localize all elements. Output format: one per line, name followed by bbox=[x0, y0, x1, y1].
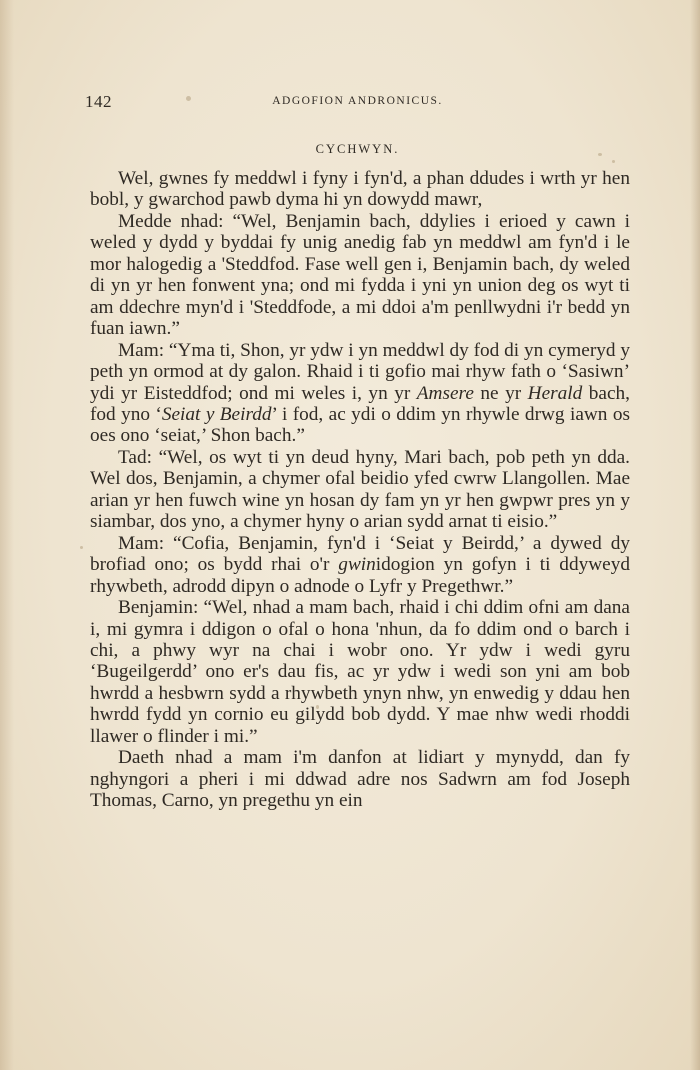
paragraph: Benjamin: “Wel, nhad a mam bach, rhaid i chi ddim ofni am dana i, mi gymra i ddigon o ofal o hona 'nhun, da fo ddim ond o barch i chi, a phwy wyr na chai i wobr ono. Yr ydw i wedi gyru ‘Bugeilgerdd’ ono er's dau fis, ac yr ydw i wedi son yni am bob hwrdd a hesbwrn sydd a rhywbeth ynyn nhw, yn enwedig y ddau hen hwrdd fydd yn cornio eu gilydd bob dydd. Y mae nhw wedi rhoddi llawer o flinder i mi.” bbox=[90, 597, 630, 747]
paper-speck bbox=[612, 160, 615, 163]
italic-text: Seiat y Beirdd bbox=[161, 403, 272, 425]
page-header bbox=[85, 92, 630, 114]
paragraph: Medde nhad: “Wel, Benjamin bach, ddylies i erioed y cawn i weled y dydd y byddai fy unig anedig fab yn meddwl am fyn'd i le mor halogedig a 'Steddfod. Fase well gen i, Benjamin bach, dy weled di yn yr hen fonwent yna; ond mi fydda i yni yn union deg os wyt ti am ddechre myn'd i 'Steddfode, a mi ddoi a'm penllwydni i'r bedd yn fuan iawn.” bbox=[90, 210, 630, 340]
running-head: ADGOFION ANDRONICUS. bbox=[272, 95, 443, 107]
italic-text: Amsere bbox=[416, 382, 474, 404]
paragraph bbox=[90, 533, 630, 597]
paragraph-text: idogion yn gofyn i ti ddyweyd rhywbeth, adrodd dipyn o adnode o Lyfr y Pregethwr.” bbox=[90, 554, 630, 597]
body-text bbox=[90, 168, 630, 812]
italic-text: gwin bbox=[338, 554, 376, 576]
paper-speck bbox=[80, 546, 83, 549]
paragraph: Daeth nhad a mam i'm danfon at lidiart y mynydd, dan fy nghyngori a pheri i mi ddwad adre nos Sadwrn am fod Joseph Thomas, Carno, yn pregethu yn ein bbox=[90, 747, 630, 812]
paragraph-text: bach, fod yno ‘ bbox=[90, 382, 630, 425]
paragraph-text: Mam: “Yma ti, Shon, yr ydw i yn meddwl dy fod di yn cymeryd y peth yn ormod at dy galon. Rhaid i ti gofio mai rhyw fath o ‘Sasiwn’ ydi yr Eisteddfod; ond mi weles i, yn yr bbox=[90, 339, 630, 404]
paragraph-text: ne yr bbox=[473, 382, 528, 404]
paragraph-text: Mam: “Cofia, Benjamin, fyn'd i ‘Seiat y Beirdd,’ a dywed dy brofiad ono; os bydd rhai o'r bbox=[90, 532, 630, 576]
paragraph: Tad: “Wel, os wyt ti yn deud hyny, Mari bach, pob peth yn dda. Wel dos, Benjamin, a chymer ofal beidio yfed cwrw Llangollen. Mae arian yr hen fuwch wine yn hosan dy fam yn yr hen gwpwr pres yn y siambar, dos yno, a chymer hyny o arian sydd arnat ti eisio.” bbox=[90, 446, 630, 533]
italic-text: Herald bbox=[527, 382, 583, 404]
section-title: CYCHWYN. bbox=[315, 142, 400, 156]
paragraph bbox=[90, 340, 630, 447]
paragraph-text: ’ i fod, ac ydi o ddim yn rhywle drwg iawn os oes ono ‘seiat,’ Shon bach.” bbox=[90, 403, 630, 447]
page-number: 142 bbox=[85, 92, 112, 111]
paragraph: Wel, gwnes fy meddwl i fyny i fyn'd, a phan ddudes i wrth yr hen bobl, y gwarchod pawb dyma hi yn dowydd mawr, bbox=[90, 168, 630, 211]
